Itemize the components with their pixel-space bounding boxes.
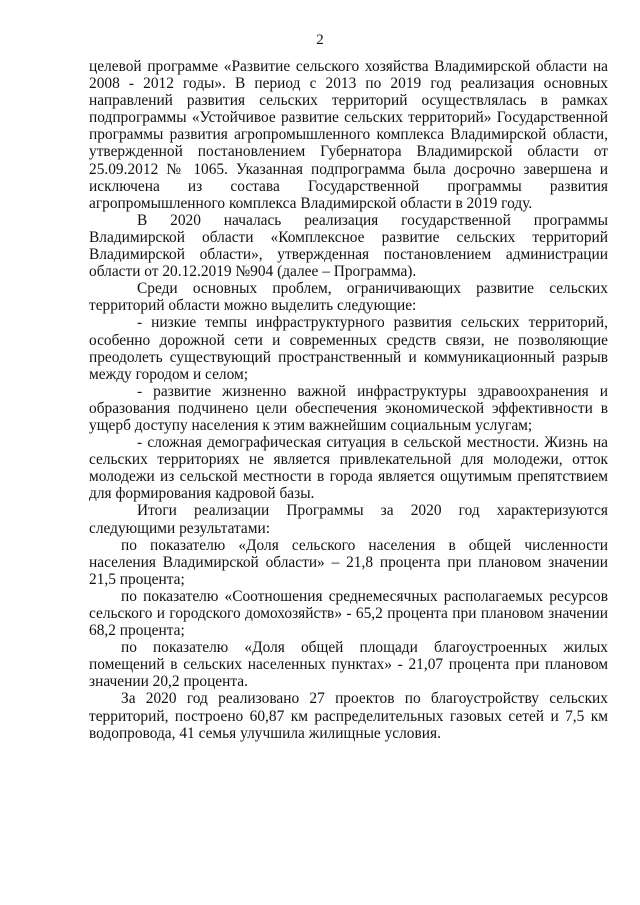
list-item-infrastructure: - низкие темпы инфраструктурного развития сельских территорий, особенно дорожной сети и современных средств связи, не позволяющие преодолеть существующий пространственный и коммуникационный разрыв между городом и селом; (89, 314, 608, 383)
list-item-healthcare-education: - развитие жизненно важной инфраструктуры здравоохранения и образования подчинено цели обеспечения экономической эффективности в ущерб доступу населения к этим важнейшим социальным услугам; (89, 382, 608, 434)
document-body (89, 58, 608, 742)
paragraph-previous-program: целевой программе «Развитие сельского хозяйства Владимирской области на 2008 - 2012 годы». В период с 2013 по 2019 год реализация основных направлений развития сельских территорий осуществлялась в рамках подпрограммы «Устойчивое развитие сельских территорий» Государственной программы развития агропромышленного комплекса Владимирской области, утвержденной постановлением Губернатора Владимирской области от 25.09.2012 № 1065. Указанная подпрограмма была досрочно завершена и исключена из состава Государственной программы развития агропромышленного комплекса Владимирской области в 2019 году. (89, 58, 608, 212)
list-item-demographics: - сложная демографическая ситуация в сельской местности. Жизнь на сельских территориях не является привлекательной для молодежи, отток молодежи из сельской местности в города является ощутимым препятствием для формирования кадровой базы. (89, 434, 608, 503)
paragraph-problems-intro: Среди основных проблем, ограничивающих развитие сельских территорий области можно выделить следующие: (89, 280, 608, 315)
paragraph-2020-achievements: За 2020 год реализовано 27 проектов по благоустройству сельских территорий, построено 60,87 км распределительных газовых сетей и 7,5 км водопровода, 41 семья улучшила жилищные условия. (89, 690, 608, 742)
indicator-household-resources-ratio: по показателю «Соотношения среднемесячных располагаемых ресурсов сельского и городского домохозяйств» - 65,2 процента при плановом значении 68,2 процента; (89, 587, 608, 640)
indicator-rural-population-share: по показателю «Доля сельского населения в общей численности населения Владимирской области» – 21,8 процента при плановом значении 21,5 процента; (89, 536, 608, 588)
page-number: 2 (316, 32, 324, 48)
paragraph-results-intro: Итоги реализации Программы за 2020 год характеризуются следующими результатами: (89, 502, 608, 537)
indicator-housing-area-share: по показателю «Доля общей площади благоустроенных жилых помещений в сельских населенных пунктах» - 21,07 процента при плановом значении 20,2 процента. (89, 639, 608, 691)
paragraph-program-start: В 2020 началась реализация государственной программы Владимирской области «Комплексное развитие сельских территорий Владимирской области», утвержденная постановлением администрации области от 20.12.2019 №904 (далее – Программа). (89, 211, 608, 281)
